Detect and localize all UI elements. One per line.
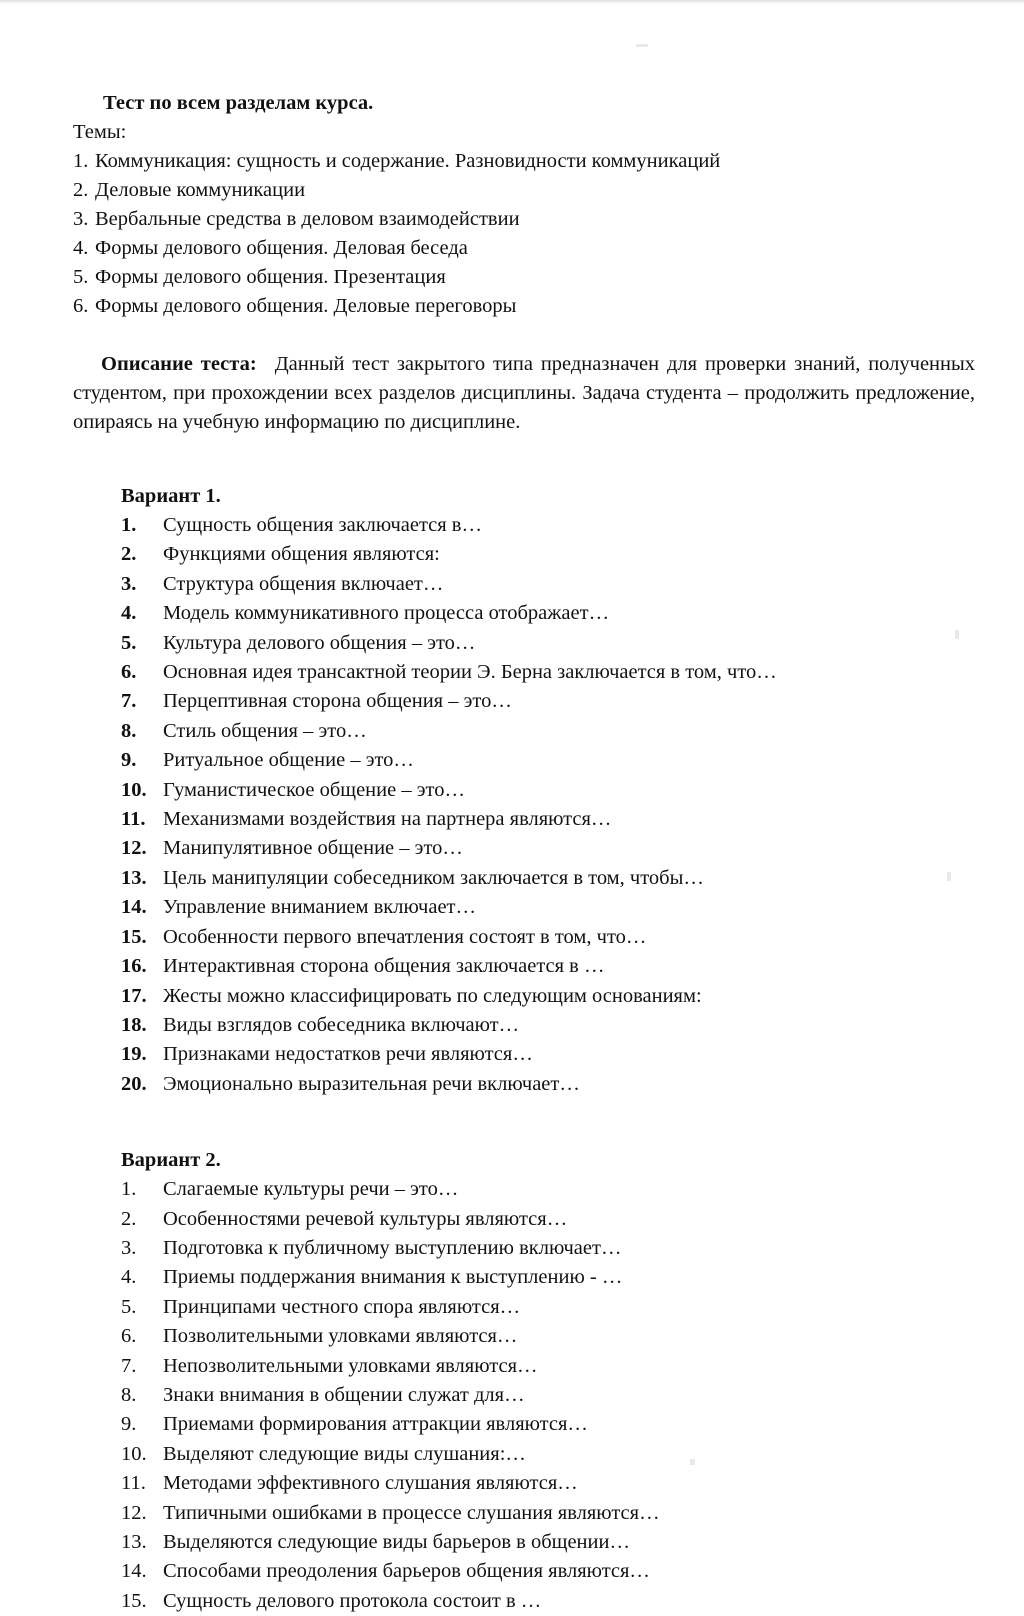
question-text: Структура общения включает… <box>163 572 444 595</box>
test-description <box>73 350 975 437</box>
question-number: 7. <box>121 1354 137 1377</box>
variant-1-title: Вариант 1. <box>121 485 221 507</box>
theme-text: Формы делового общения. Презентация <box>95 266 446 288</box>
question-number: 16. <box>121 955 147 978</box>
question-item <box>121 658 975 687</box>
themes-label: Темы: <box>73 121 127 143</box>
question-number: 13. <box>121 1531 147 1553</box>
question-number: 8. <box>121 719 137 742</box>
question-text: Механизмами воздействия на партнера являются… <box>163 808 612 831</box>
theme-number: 3. <box>73 208 89 230</box>
question-text: Сущность общения заключается в… <box>163 514 482 536</box>
question-number: 9. <box>121 1413 137 1436</box>
question-text: Культура делового общения – это… <box>163 631 476 654</box>
question-number: 4. <box>121 602 137 625</box>
question-item <box>121 1587 975 1616</box>
scan-shadow-band <box>0 0 1024 4</box>
theme-text: Формы делового общения. Деловые переговоры <box>95 295 517 317</box>
question-text: Приемами формирования аттракции являются… <box>163 1413 588 1436</box>
question-item <box>121 540 975 569</box>
theme-item <box>73 205 975 234</box>
theme-number: 2. <box>73 179 89 201</box>
question-text: Подготовка к публичному выступлению включает… <box>163 1236 622 1259</box>
question-text: Перцептивная сторона общения – это… <box>163 690 512 713</box>
question-number: 13. <box>121 866 147 889</box>
question-text: Позволительными уловками являются… <box>163 1325 518 1348</box>
question-text: Выделяются следующие виды барьеров в общении… <box>163 1531 630 1553</box>
question-number: 12. <box>121 837 147 860</box>
question-text: Сущность делового протокола состоит в … <box>163 1589 542 1612</box>
question-item <box>121 1440 975 1469</box>
question-text: Непозволительными уловками являются… <box>163 1354 538 1377</box>
question-number: 1. <box>121 1178 137 1201</box>
question-text: Виды взглядов собеседника включают… <box>163 1013 520 1036</box>
question-item <box>121 805 975 834</box>
theme-item <box>73 147 975 176</box>
question-item <box>121 1352 975 1381</box>
question-text: Выделяют следующие виды слушания:… <box>163 1442 526 1465</box>
themes-list <box>73 147 975 321</box>
question-text: Типичными ошибками в процессе слушания являются… <box>163 1501 660 1524</box>
question-number: 12. <box>121 1501 147 1524</box>
question-number: 15. <box>121 1589 147 1612</box>
question-number: 3. <box>121 1236 137 1259</box>
theme-text: Деловые коммуникации <box>95 179 306 201</box>
question-text: Интерактивная сторона общения заключается в … <box>163 955 605 978</box>
question-text: Функциями общения являются: <box>163 543 440 566</box>
theme-number: 1. <box>73 150 89 172</box>
theme-item <box>73 263 975 292</box>
question-item <box>121 923 975 952</box>
question-text: Методами эффективного слушания являются… <box>163 1472 578 1495</box>
question-item <box>121 1175 975 1204</box>
theme-item <box>73 176 975 205</box>
question-number: 5. <box>121 631 137 654</box>
question-item <box>121 1234 975 1263</box>
question-number: 14. <box>121 896 147 919</box>
question-text: Ритуальное общение – это… <box>163 749 414 772</box>
question-text: Особенностями речевой культуры являются… <box>163 1207 568 1230</box>
question-item <box>121 570 975 599</box>
theme-text: Коммуникация: сущность и содержание. Разновидности коммуникаций <box>95 150 721 172</box>
question-text: Жесты можно классифицировать по следующим основаниям: <box>163 984 702 1007</box>
question-text: Модель коммуникативного процесса отображает… <box>163 602 610 625</box>
description-body: Данный тест закрытого типа предназначен для проверки знаний, полученных студентом, при прохождении всех разделов дисциплины. Задача студента – продолжить предложение, опираясь на учебную информацию по дисциплине. <box>73 353 976 433</box>
question-item <box>121 776 975 805</box>
question-item <box>121 1469 975 1498</box>
question-item <box>121 717 975 746</box>
theme-item <box>73 292 975 321</box>
question-number: 2. <box>121 543 137 566</box>
question-number: 9. <box>121 749 137 772</box>
question-item <box>121 1070 975 1099</box>
page-title: Тест по всем разделам курса. <box>103 92 374 114</box>
theme-item <box>73 234 975 263</box>
question-text: Цель манипуляции собеседником заключается в том, чтобы… <box>163 866 704 889</box>
question-number: 2. <box>121 1207 137 1230</box>
question-number: 19. <box>121 1043 147 1066</box>
question-number: 6. <box>121 1325 137 1348</box>
question-number: 11. <box>121 1472 146 1495</box>
description-lead: Описание теста: <box>101 353 257 375</box>
question-number: 4. <box>121 1266 137 1289</box>
question-number: 10. <box>121 778 147 801</box>
question-item <box>121 1410 975 1439</box>
question-text: Основная идея трансактной теории Э. Берна заключается в том, что… <box>163 661 777 684</box>
variant-2-section <box>73 1145 975 1616</box>
variant-2-question-list <box>121 1175 975 1616</box>
question-item <box>121 982 975 1011</box>
document-body <box>73 88 975 1616</box>
question-item <box>121 746 975 775</box>
question-text: Признаками недостатков речи являются… <box>163 1043 533 1066</box>
question-text: Принципами честного спора являются… <box>163 1295 521 1318</box>
question-item <box>121 893 975 922</box>
question-number: 8. <box>121 1383 137 1406</box>
theme-number: 6. <box>73 295 89 317</box>
question-item <box>121 1499 975 1528</box>
question-number: 11. <box>121 808 146 831</box>
question-item <box>121 1381 975 1410</box>
question-item <box>121 629 975 658</box>
question-item <box>121 1322 975 1351</box>
question-number: 1. <box>121 514 137 536</box>
question-text: Управление вниманием включает… <box>163 896 476 919</box>
question-text: Приемы поддержания внимания к выступлению - … <box>163 1266 623 1289</box>
question-item <box>121 1528 975 1557</box>
question-number: 7. <box>121 690 137 713</box>
question-item <box>121 1011 975 1040</box>
question-text: Слагаемые культуры речи – это… <box>163 1178 459 1201</box>
question-number: 5. <box>121 1295 137 1318</box>
question-number: 10. <box>121 1442 147 1465</box>
variant-1-section <box>73 481 975 1099</box>
variant-2-title: Вариант 2. <box>121 1149 221 1172</box>
variant-1-question-list <box>121 511 975 1099</box>
theme-text: Формы делового общения. Деловая беседа <box>95 237 468 259</box>
theme-number: 5. <box>73 266 89 288</box>
question-number: 20. <box>121 1072 147 1095</box>
question-text: Манипулятивное общение – это… <box>163 837 463 860</box>
question-item <box>121 687 975 716</box>
question-item <box>121 952 975 981</box>
question-item <box>121 1205 975 1234</box>
theme-number: 4. <box>73 237 89 259</box>
question-item <box>121 599 975 628</box>
question-text: Гуманистическое общение – это… <box>163 778 465 801</box>
question-item <box>121 1040 975 1069</box>
question-item <box>121 864 975 893</box>
question-number: 6. <box>121 661 137 684</box>
question-item <box>121 1557 975 1586</box>
question-text: Способами преодоления барьеров общения являются… <box>163 1560 650 1583</box>
question-number: 14. <box>121 1560 147 1583</box>
question-item <box>121 1263 975 1292</box>
question-item <box>121 834 975 863</box>
question-text: Особенности первого впечатления состоят в том, что… <box>163 925 647 948</box>
question-text: Стиль общения – это… <box>163 719 367 742</box>
question-number: 17. <box>121 984 147 1007</box>
question-item <box>121 1293 975 1322</box>
question-number: 3. <box>121 572 137 595</box>
question-text: Знаки внимания в общении служат для… <box>163 1383 525 1406</box>
theme-text: Вербальные средства в деловом взаимодействии <box>95 208 520 230</box>
question-item <box>121 511 975 540</box>
paper-speck <box>636 44 648 47</box>
question-number: 18. <box>121 1013 147 1036</box>
question-number: 15. <box>121 925 147 948</box>
question-text: Эмоционально выразительная речи включает… <box>163 1072 580 1095</box>
